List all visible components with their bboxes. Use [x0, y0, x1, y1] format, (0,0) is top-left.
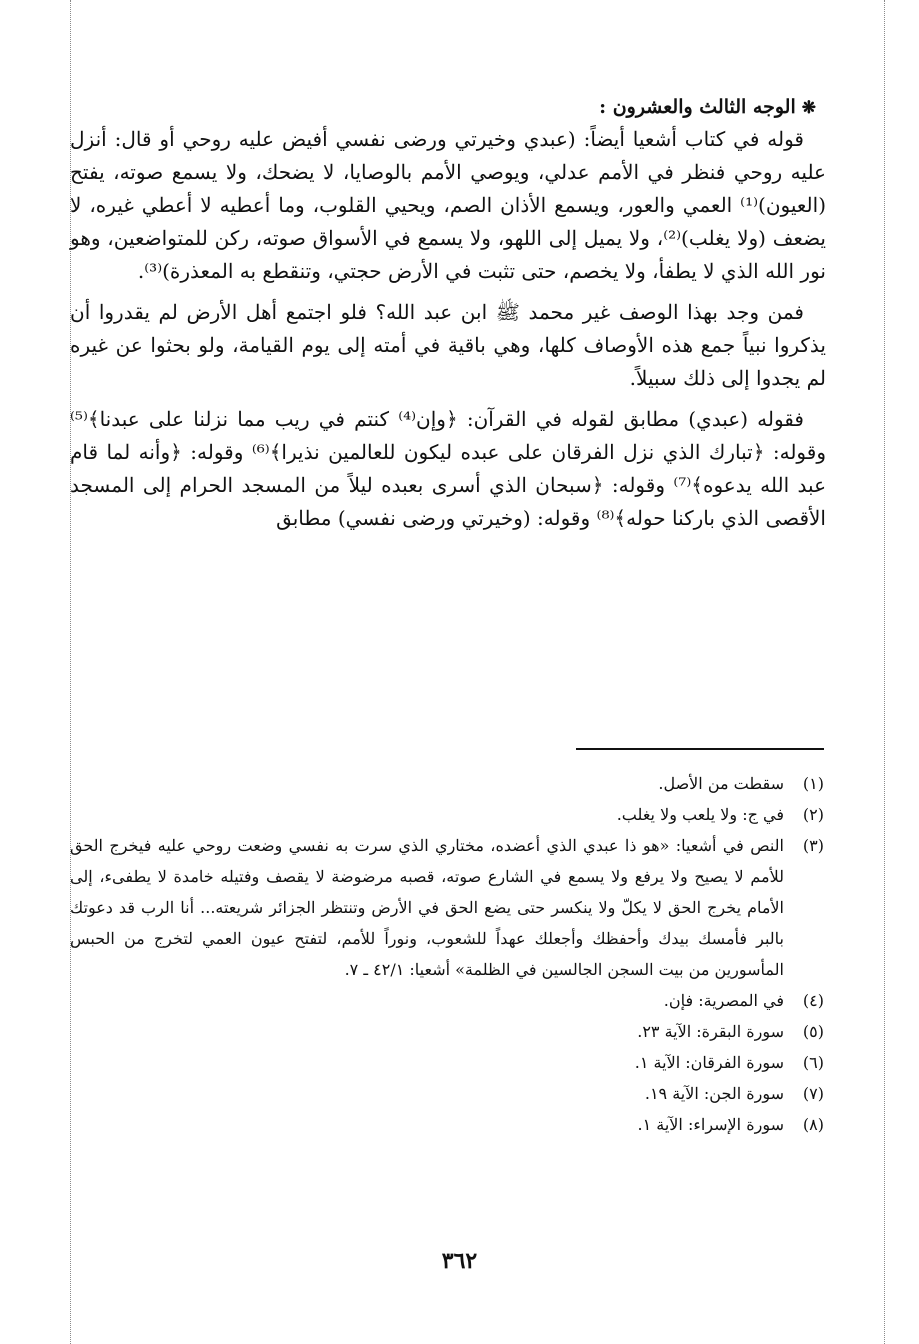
footnote-8	[70, 1109, 826, 1140]
footnote-number: (٢)	[802, 805, 824, 824]
heading-text: الوجه الثالث والعشرون :	[599, 96, 796, 118]
footnote-number: (٦)	[802, 1053, 824, 1072]
footnote-text: سقطت من الأصل.	[658, 774, 784, 793]
page-number: ٣٦٢	[441, 1248, 478, 1274]
star-bullet-icon: ❋	[801, 98, 816, 118]
footnote-number: (١)	[802, 774, 824, 793]
footnote-text: سورة البقرة: الآية ٢٣.	[637, 1022, 784, 1041]
footnote-text: سورة الإسراء: الآية ١.	[637, 1115, 784, 1134]
footnote-3	[70, 830, 826, 985]
scan-edge-right	[884, 0, 885, 1344]
paragraph-argument: فمن وجد بهذا الوصف غير محمد ﷺ ابن عبد الله؟ فلو اجتمع أهل الأرض لم يقدروا أن يذكروا نبياً جمع هذه الأوصاف كلها، وهي باقية في أمته إلى يوم القيامة، ولو بحثوا عن غيره لم يجدوا إلى ذلك سبيلاً.	[70, 300, 826, 390]
footnote-text: في المصرية: فإن.	[663, 991, 784, 1010]
footnote-divider	[576, 748, 824, 750]
footnote-text: سورة الجن: الآية ١٩.	[644, 1084, 784, 1103]
paragraph-quran-match: فقوله (عبدي) مطابق لقوله في القرآن: ﴿وإن⁽⁴⁾ كنتم في ريب مما نزلنا على عبدنا﴾⁽⁵⁾ وقوله: ﴿تبارك الذي نزل الفرقان على عبده ليكون للعالمين نذيرا﴾⁽⁶⁾ وقوله: ﴿وأنه لما قام عبد الله يدعوه﴾⁽⁷⁾ وقوله: ﴿سبحان الذي أسرى بعبده ليلاً من المسجد الحرام إلى المسجد الأقصى الذي باركنا حوله﴾⁽⁸⁾ وقوله: (وخيرتي ورضى نفسي) مطابق	[70, 407, 827, 530]
footnote-2	[70, 799, 826, 830]
footnote-number: (٧)	[802, 1084, 824, 1103]
footnote-number: (٤)	[802, 991, 824, 1010]
footnote-5	[70, 1016, 826, 1047]
footnote-6	[70, 1047, 826, 1078]
footnote-text: النص في أشعيا: «هو ذا عبدي الذي أعضده، مختاري الذي سرت به نفسي وضعت روحي عليه فيخرج الحق للأمم لا يصيح ولا يرفع ولا يسمع في الشارع صوته، قصبه مرضوضة لا يقصف وفتيله خامدة لا يطفىء، إلى الأمام يخرج الحق لا يكلّ ولا ينكسر حتى يضع الحق في الأرض وتنتظر الجزائر شريعته... أنا الرب قد دعوتك بالبر فأمسك بيدك وأحفظك وأجعلك عهداً للشعوب، ونوراً للأمم، لتفتح عيون العمي لتخرج من الحبس المأسورين من بيت السجن الجالسين في الظلمة» أشعيا: ٤٢/١ ـ ٧.	[70, 836, 785, 979]
footnote-text: في ج: ولا يلعب ولا يغلب.	[616, 805, 784, 824]
footnote-number: (٨)	[802, 1115, 824, 1134]
footnote-7	[70, 1078, 826, 1109]
paragraph-isaiah-quote: قوله في كتاب أشعيا أيضاً: (عبدي وخيرتي ورضى نفسي أفيض عليه روحي أو قال: أنزل عليه روحي فنظر في الأمم عدلي، ويوصي الأمم بالوصايا، لا يضحك، ولا يسمع صوته، يفتح (العيون)⁽¹⁾ العمي والعور، ويسمع الأذان الصم، ويحيي القلوب، وما أعطيه لا أعطي غيره، لا يضعف (ولا يغلب)⁽²⁾، ولا يميل إلى اللهو، ولا يسمع في الأسواق صوته، ركن للمتواضعين، وهو نور الله الذي لا يطفأ، ولا يخصم، حتى تثبت في الأرض حجتي، وتنقطع به المعذرة)⁽³⁾.	[70, 127, 826, 283]
main-text	[70, 92, 826, 535]
footnote-4	[70, 985, 826, 1016]
footnote-1	[70, 768, 826, 799]
section-heading	[70, 92, 816, 123]
footnote-number: (٣)	[802, 836, 824, 855]
footnote-number: (٥)	[802, 1022, 824, 1041]
footnotes	[70, 768, 826, 1140]
footnote-text: سورة الفرقان: الآية ١.	[634, 1053, 784, 1072]
